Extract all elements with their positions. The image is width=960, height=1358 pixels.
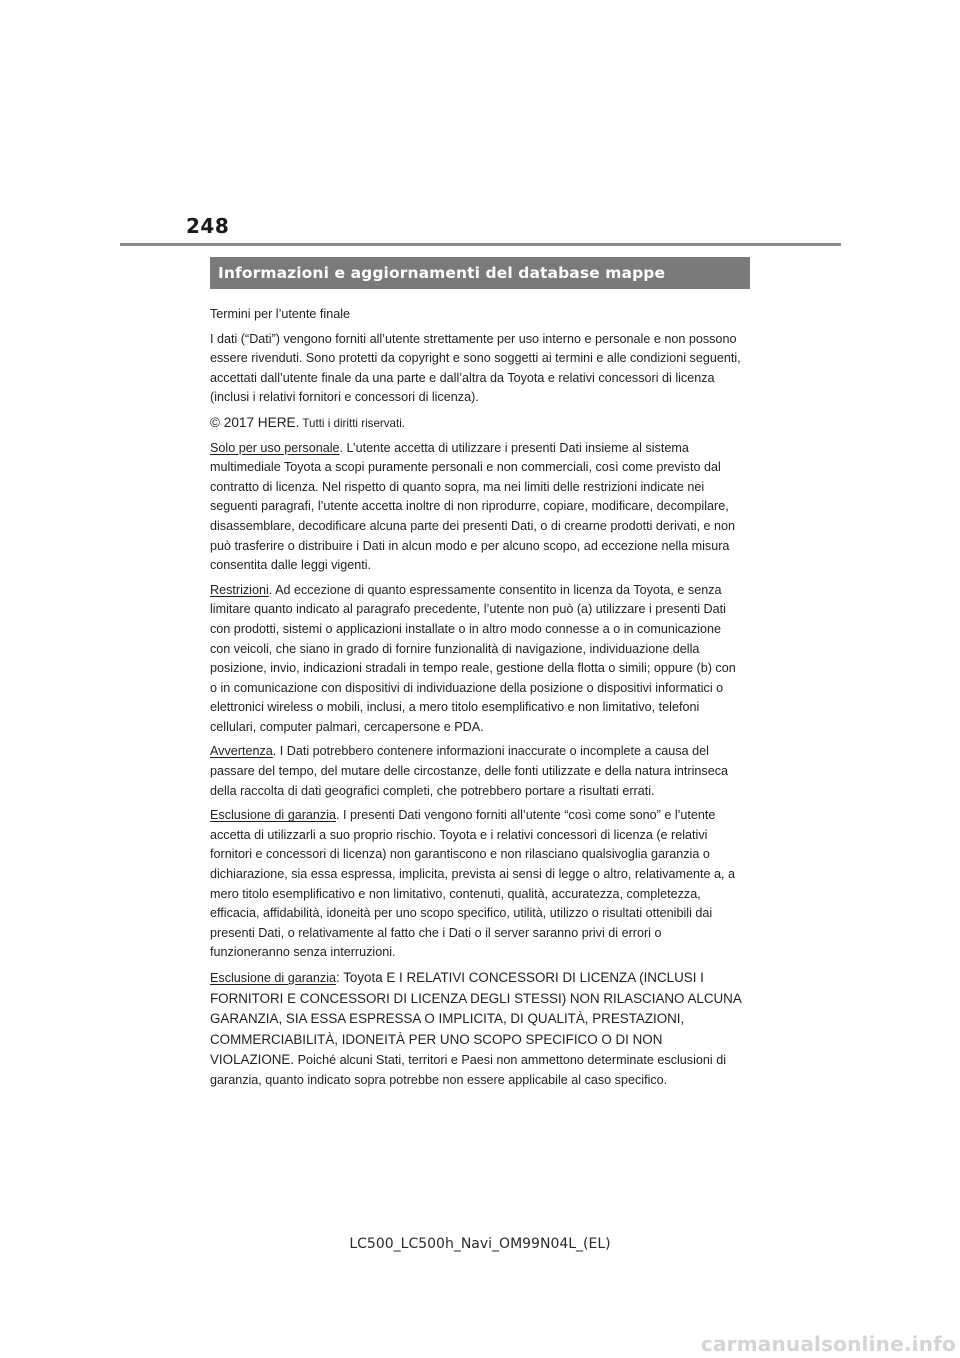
disclaimer-2-text: Poiché alcuni Stati, territori e Paesi non ammettono determinate esclusioni di garanzia, quanto indicato sopra potrebbe non essere applicabile al caso specifico. [210, 1053, 727, 1087]
disclaimer-paragraph-2 [210, 968, 744, 1091]
personal-use-text: . L’utente accetta di utilizzare i presenti Dati insieme al sistema multimediale Toyota a scopi puramente personali e non commerciali, così come previsto dal contratto di licenza. Nel rispetto di quanto sopra, ma nei limiti delle restrizioni indicate nei seguenti paragrafi, l’utente accetta inoltre di non riprodurre, copiare, modificare, decompilare, disassemblare, decodificare alcuna parte dei presenti Dati, o di crearne prodotti derivati, e non può trasferire o distribuire i Dati in alcun modo e per alcuno scopo, ad eccezione nella misura consentita dalle leggi vigenti. [210, 440, 736, 573]
rights-text: Tutti i diritti riservati. [299, 416, 406, 430]
section-header [210, 257, 750, 289]
restrictions-text: . Ad eccezione di quanto espressamente consentito in licenza da Toyota, e senza limitare quanto indicato al paragrafo precedente, l’utente non può (a) utilizzare i presenti Dati con prodotti, sistemi o applicazioni installate o in altro modo connesse a o in comunicazione con veicoli, che siano in grado di fornire funzionalità di navigazione, individuazione della posizione, invio, indicazioni stradali in tempo reale, gestione della flotta o simili; oppure (b) con o in comunicazione con dispositivi di individuazione della posizione o dispositivi informatici o elettronici wireless o mobili, inclusi, a mero titolo esemplificativo e non limitativo, telefoni cellulari, computer palmari, cercapersone e PDA. [210, 582, 736, 734]
document-body [210, 305, 744, 1096]
warning-label: Avvertenza [210, 744, 273, 759]
header-divider [120, 243, 841, 246]
copyright-line [210, 413, 744, 434]
restrictions-label: Restrizioni [210, 582, 269, 597]
warning-text: . I Dati potrebbero contenere informazioni inaccurate o incomplete a causa del passare del tempo, del mutare delle circostanze, delle fonti utilizzate e della natura intrinseca della raccolta di dati geografici completi, che potrebbero portare a risultati errati. [210, 744, 729, 798]
restrictions-paragraph [210, 581, 744, 738]
disclaimer-paragraph-1 [210, 806, 744, 963]
warning-paragraph [210, 742, 744, 801]
disclaimer-2-label: Esclusione di garanzia [210, 971, 337, 985]
intro-paragraph: I dati (“Dati”) vengono forniti all’utente strettamente per uso interno e personale e non possono essere rivenduti. Sono protetti da copyright e sono soggetti ai termini e alle condizioni seguenti, accettati dall’utente finale da una parte e dall’altra da Toyota e relativi concessori di licenza (inclusi i relativi fornitori e concessori di licenza). [210, 331, 741, 405]
page-number: 248 [186, 214, 230, 238]
footer-manual-code: LC500_LC500h_Navi_OM99N04L_(EL) [349, 1236, 611, 1252]
personal-use-label: Solo per uso personale [210, 440, 340, 455]
disclaimer-1-text: . I presenti Dati vengono forniti all’utente “così come sono” e l’utente accetta di utilizzarli a suo proprio rischio. Toyota e i relativi concessori di licenza (e relativi fornitori e concessori di licenza) non garantiscono e non rilasciano qualsivoglia garanzia o dichiarazione, sia essa espressa, implicita, prevista ai sensi di legge o altro, relativamente a, a mero titolo esemplificativo e non limitativo, contenuti, qualità, accuratezza, completezza, efficacia, affidabilità, idoneità per uno scopo specifico, utilità, utilizzo o risultati ottenibili dai presenti Dati, o relativamente al fatto che i Dati o il server saranno privi di errori o funzioneranno senza interruzioni. [210, 808, 736, 960]
copyright-text: © 2017 HERE. [210, 414, 300, 430]
disclaimer-1-label: Esclusione di garanzia [210, 808, 337, 823]
section-title: Informazioni e aggiornamenti del database mappe [218, 264, 666, 282]
intro-heading: Termini per l’utente finale [210, 307, 351, 321]
watermark: carmanualsonline.info [700, 1332, 956, 1356]
disclaimer-2-caps: : Toyota E I RELATIVI CONCESSORI DI LICENZA (INCLUSI I FORNITORI E CONCESSORI DI LICENZA DEGLI STESSI) NON RILASCIANO ALCUNA GARANZIA, SIA ESSA ESPRESSA O IMPLICITA, DI QUALITÀ, PRESTAZIONI, COMMERCIABILITÀ, IDONEITÀ PER UNO SCOPO SPECIFICO O DI NON VIOLAZIONE. [210, 970, 742, 1068]
personal-use-paragraph [210, 439, 744, 576]
